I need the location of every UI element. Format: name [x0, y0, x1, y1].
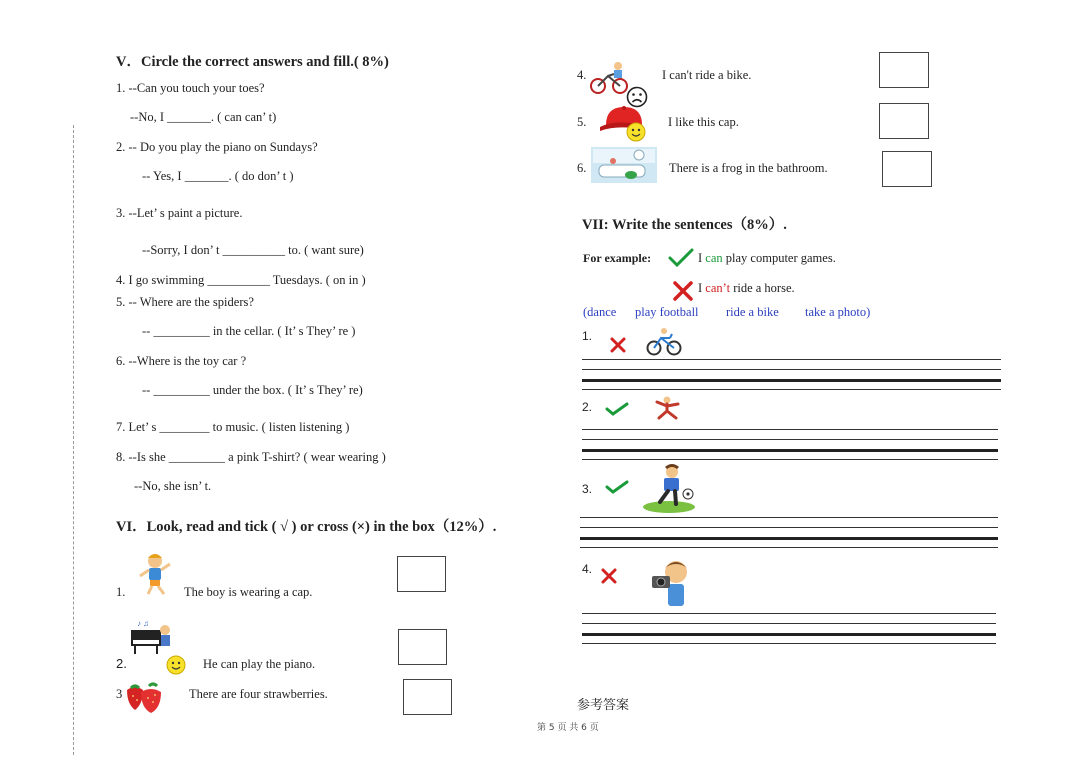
- cross-icon: [610, 337, 626, 353]
- s6-text6: There is a frog in the bathroom.: [669, 161, 828, 175]
- s5-q8: 8. --Is she _________ a pink T-shirt? ( wear wearing ): [116, 450, 386, 464]
- option-4: take a photo): [805, 305, 871, 319]
- binding-dashed-line: [73, 125, 74, 755]
- section5-heading: V．Circle the correct answers and fill.( 8%): [116, 54, 389, 70]
- s6-text2: He can play the piano.: [203, 657, 316, 671]
- s5-a6: -- _________ under the box. ( It’ s They’ re): [142, 383, 363, 397]
- answer-box-2[interactable]: [398, 629, 447, 665]
- example-label: For example:: [583, 251, 652, 265]
- boy-icon: [132, 550, 178, 596]
- s5-q5: 5. -- Where are the spiders?: [116, 295, 254, 309]
- s6-text5: I like this cap.: [668, 115, 739, 129]
- writing-line: [582, 459, 998, 460]
- s6-text3: There are four strawberries.: [189, 687, 328, 701]
- writing-line: [582, 379, 1001, 382]
- s6-num1: 1.: [116, 585, 126, 599]
- writing-line: [580, 517, 998, 518]
- answer-key-title: 参考答案: [577, 698, 630, 713]
- s7-num1: 1.: [582, 329, 593, 343]
- smiley-icon: [166, 655, 186, 675]
- answer-box-3[interactable]: [403, 679, 452, 715]
- writing-line: [582, 449, 998, 452]
- s5-q3: 3. --Let’ s paint a picture.: [116, 206, 243, 220]
- s7-num4: 4.: [582, 562, 593, 576]
- option-3: ride a bike: [726, 305, 779, 319]
- cross-icon: [601, 568, 617, 584]
- bicycle-icon: [646, 328, 682, 356]
- smiley-icon: [626, 122, 646, 142]
- s5-q6: 6. --Where is the toy car ?: [116, 354, 247, 368]
- s6-num6: 6.: [577, 161, 587, 175]
- check-icon: [605, 480, 629, 494]
- answer-box-5[interactable]: [879, 103, 929, 139]
- check-icon: [668, 248, 694, 268]
- s6-text4: I can't ride a bike.: [662, 68, 752, 82]
- s6-text1: The boy is wearing a cap.: [184, 585, 313, 599]
- writing-line: [582, 643, 996, 644]
- s6-num2: 2.: [116, 656, 127, 671]
- s5-q2: 2. -- Do you play the piano on Sundays?: [116, 140, 318, 154]
- s7-num2: 2.: [582, 400, 593, 414]
- writing-line: [582, 429, 998, 430]
- s5-q4: 4. I go swimming __________ Tuesdays. ( on in ): [116, 273, 366, 287]
- piano-icon: [129, 616, 175, 656]
- option-2: play football: [635, 305, 699, 319]
- s6-num4: 4.: [577, 68, 587, 82]
- s6-num5: 5.: [577, 115, 587, 129]
- dancer-icon: [652, 396, 682, 420]
- section6-heading: VI．Look, read and tick ( √ ) or cross (×) in the box（12%）.: [116, 519, 497, 535]
- s6-num3: 3: [116, 687, 123, 701]
- s5-a2: -- Yes, I _______. ( do don’ t ): [142, 169, 294, 183]
- page-footer: 第 5 页 共 6 页: [537, 723, 599, 733]
- strawberry-icon: [123, 680, 169, 714]
- s5-a1: --No, I _______. ( can can’ t): [130, 110, 277, 124]
- writing-line: [582, 359, 1001, 360]
- bike-icon: [590, 60, 630, 98]
- answer-box-4[interactable]: [879, 52, 929, 88]
- s5-a5: -- _________ in the cellar. ( It’ s They’ re ): [142, 324, 356, 338]
- s5-q1: 1. --Can you touch your toes?: [116, 81, 265, 95]
- writing-line: [580, 537, 998, 540]
- answer-box-1[interactable]: [397, 556, 446, 592]
- s5-a3: --Sorry, I don’ t __________ to. ( want sure): [142, 243, 364, 257]
- bathroom-icon: [591, 147, 657, 183]
- writing-line: [582, 369, 1001, 370]
- writing-line: [580, 547, 998, 548]
- s7-num3: 3.: [582, 482, 593, 496]
- cross-icon: [672, 280, 694, 302]
- writing-line: [582, 389, 1001, 390]
- example-sentence-2: I can’t ride a horse.: [698, 281, 795, 295]
- writing-line: [582, 633, 996, 636]
- writing-line: [582, 613, 996, 614]
- writing-line: [580, 527, 998, 528]
- football-icon: [642, 464, 696, 514]
- s5-a8: --No, she isn’ t.: [134, 479, 212, 493]
- option-1: (dance: [583, 305, 617, 319]
- s5-q7: 7. Let’ s ________ to music. ( listen listening ): [116, 420, 350, 434]
- check-icon: [605, 402, 629, 416]
- writing-line: [582, 439, 998, 440]
- writing-line: [582, 623, 996, 624]
- svg-text:♪ ♫: ♪ ♫: [137, 619, 149, 628]
- answer-box-6[interactable]: [882, 151, 932, 187]
- camera-icon: [648, 558, 698, 610]
- example-sentence-1: I can play computer games.: [698, 251, 836, 265]
- section7-heading: VII: Write the sentences（8%）.: [582, 217, 787, 233]
